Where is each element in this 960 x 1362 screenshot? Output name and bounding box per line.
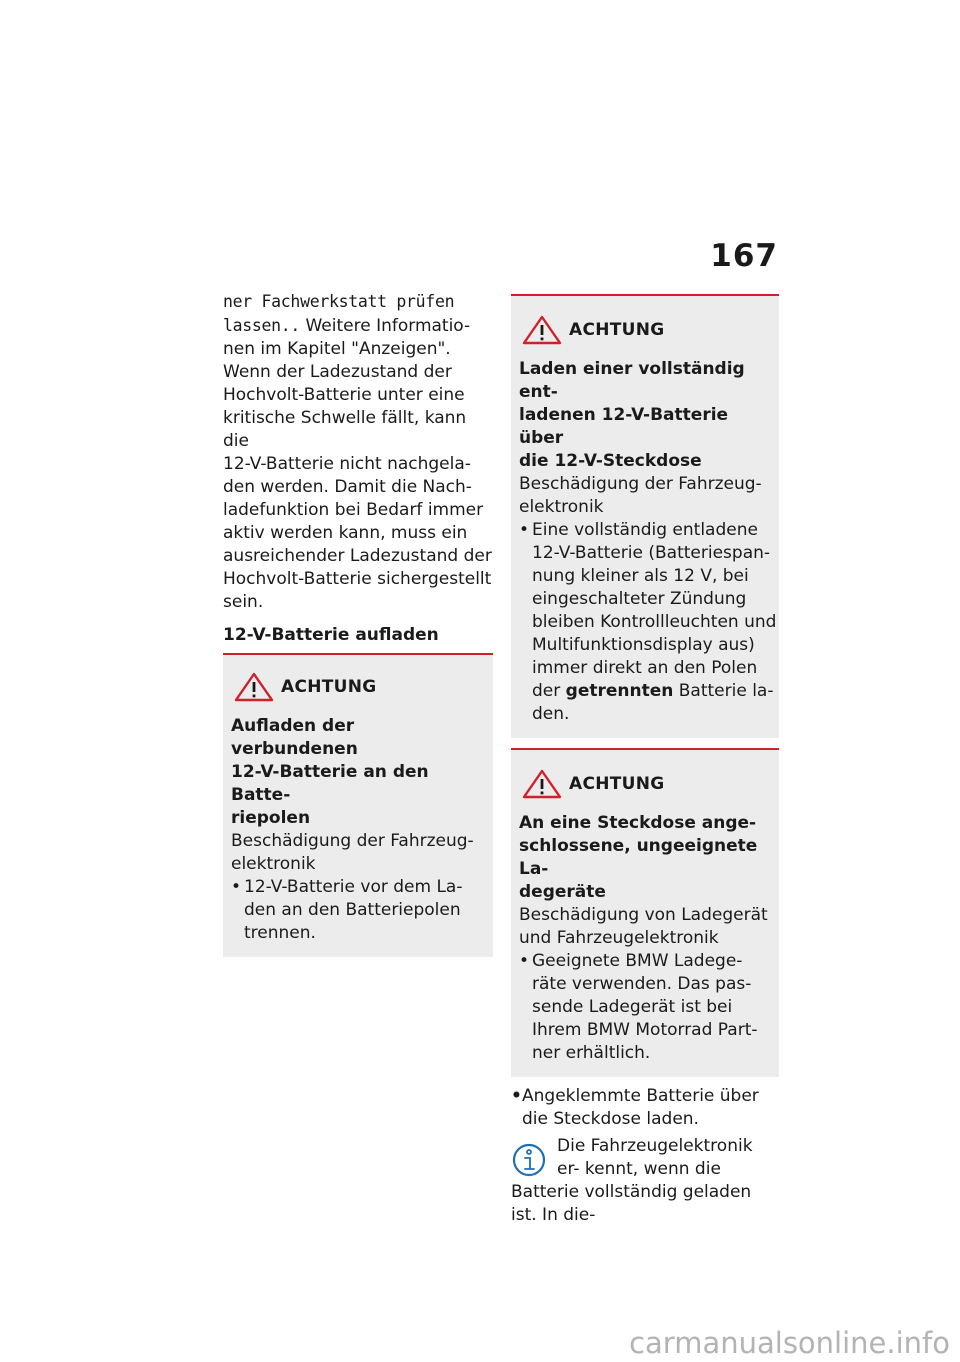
warning-box-12v-socket (511, 294, 779, 738)
warning-title-line: Laden einer vollständig ent- (519, 359, 745, 402)
intro-rest-1: Weitere Informatio- (300, 316, 471, 336)
intro-line-2 (223, 314, 493, 338)
paragraph-line: 12-V-Batterie nicht nachgela- (223, 454, 471, 474)
intro-mono-1: ner Fachwerkstatt prüfen (223, 292, 455, 311)
info-note (511, 1135, 779, 1227)
paragraph-line: aktiv werden kann, muss ein (223, 523, 468, 543)
warning-title-line: An eine Steckdose ange- (519, 813, 757, 833)
section-heading: 12-V-Batterie aufladen (223, 625, 439, 645)
warning-title-line: riepolen (231, 808, 311, 828)
step-bullet-icon: • (511, 1086, 522, 1106)
warning-header (231, 671, 485, 703)
warning-body-line: elektronik (519, 497, 604, 517)
warning-body-line: Beschädigung von Ladegerät (519, 905, 768, 925)
bullet-text-before: Eine vollständig entladene 12-V-Batterie (Batteriespan- nung kleiner als 12 V, bei eingeschalteter Zündung bleiben Kontrollleuchten und Multifunktionsdisplay aus) immer direkt an den Polen der (532, 520, 777, 701)
warning-title-line: die 12-V-Steckdose (519, 451, 702, 471)
warning-bullet: • Geeignete BMW Ladege- räte verwenden. Das pas- sende Ladegerät ist bei Ihrem BMW Motorrad Part- ner erhältlich. (519, 950, 772, 1065)
paragraph-line: sein. (223, 592, 264, 612)
charge-paragraph (223, 361, 493, 614)
bullet-text-after: Batterie la- den. (532, 681, 774, 724)
paragraph-line: Hochvolt-Batterie sichergestellt (223, 569, 492, 589)
warning-bullet-list (519, 950, 771, 1065)
warning-triangle-icon (233, 671, 275, 703)
warning-body-line: elektronik (231, 854, 316, 874)
warning-bullet-list (519, 519, 777, 726)
right-column (511, 294, 779, 1227)
paragraph-line: ausreichender Ladezustand der (223, 546, 492, 566)
warning-triangle-icon (521, 768, 563, 800)
warning-box-unsuitable-chargers (511, 748, 779, 1077)
paragraph-line: Hochvolt-Batterie unter eine (223, 385, 465, 405)
watermark: carmanualsonline.info (629, 1326, 950, 1360)
warning-body-line: Beschädigung der Fahrzeug- (519, 474, 762, 494)
page-number: 167 (710, 238, 778, 274)
warning-body-line: und Fahrzeugelektronik (519, 928, 719, 948)
step-text: Angeklemmte Batterie über die Steckdose laden. (522, 1086, 759, 1129)
warning-triangle-icon (521, 314, 563, 346)
warning-title-line: 12-V-Batterie an den Batte- (231, 762, 429, 805)
warning-bullet: • 12-V-Batterie vor dem La- den an den Batteriepolen trennen. (231, 876, 479, 945)
paragraph-line: Wenn der Ladezustand der (223, 362, 452, 382)
warning-title-line: schlossene, ungeeignete La- (519, 836, 758, 879)
paragraph-line: ladefunktion bei Bedarf immer (223, 500, 484, 520)
warning-label: ACHTUNG (569, 320, 665, 340)
paragraph-line: kritische Schwelle fällt, kann die (223, 408, 467, 451)
warning-header (519, 768, 771, 800)
info-text: Die Fahrzeugelektronik er- kennt, wenn die Batterie vollständig geladen ist. In die- (511, 1136, 753, 1225)
warning-label: ACHTUNG (569, 774, 665, 794)
info-icon (511, 1139, 551, 1181)
warning-title-line: degeräte (519, 882, 606, 902)
intro-line-1 (223, 290, 493, 314)
warning-box-battery-poles (223, 653, 493, 957)
warning-bullet-list (231, 876, 485, 945)
warning-title-line: Aufladen der verbundenen (231, 716, 358, 759)
warning-bullet (519, 519, 777, 726)
bullet-text-bold: getrennten (565, 681, 674, 701)
warning-body-line: Beschädigung der Fahrzeug- (231, 831, 474, 851)
warning-title-line: ladenen 12-V-Batterie über (519, 405, 729, 448)
paragraph-line: den werden. Damit die Nach- (223, 477, 472, 497)
intro-mono-2: lassen.. (223, 316, 301, 335)
left-column (223, 290, 493, 957)
warning-header (519, 314, 771, 346)
warning-label: ACHTUNG (281, 677, 377, 697)
step-item (511, 1085, 772, 1131)
intro-line-3: nen im Kapitel "Anzeigen". (223, 339, 451, 359)
